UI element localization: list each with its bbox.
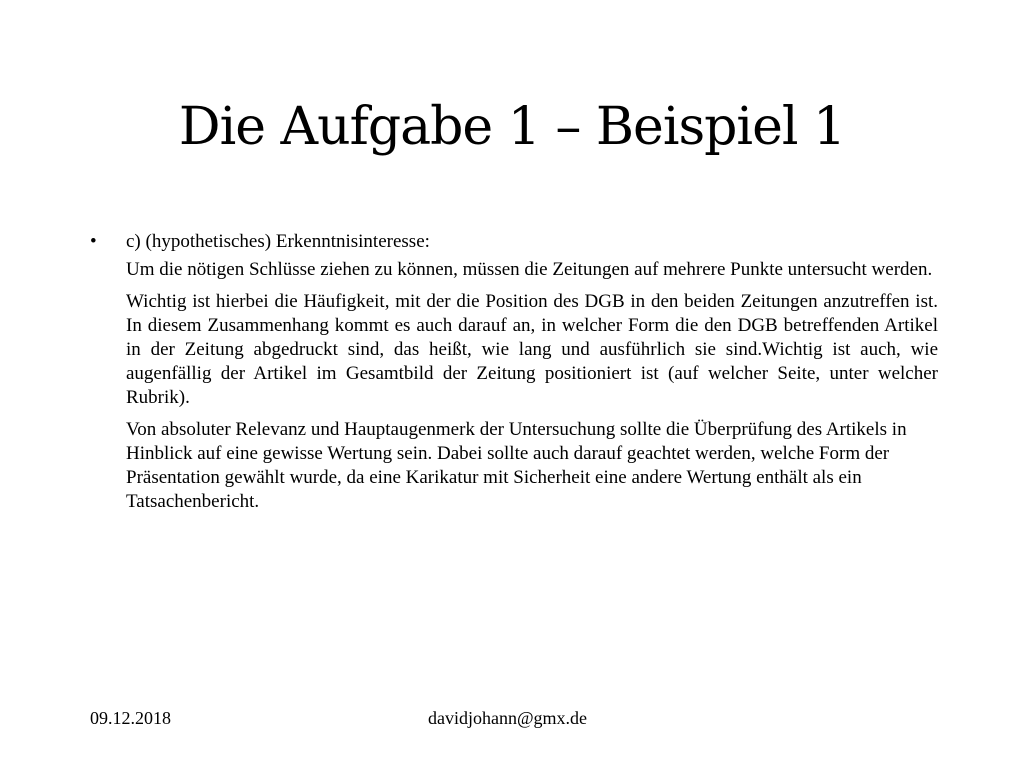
paragraph-1: Um die nötigen Schlüsse ziehen zu können, müssen die Zeitungen auf mehrere Punkte untersucht werden.: [126, 259, 933, 280]
slide-title: Die Aufgabe 1 – Beispiel 1: [178, 97, 846, 157]
footer-email: davidjohann@gmx.de: [428, 708, 588, 728]
bullet-heading: c) (hypothetisches) Erkenntnisinteresse:: [126, 231, 430, 252]
slide-content: [90, 230, 938, 522]
bullet-icon: •: [90, 231, 97, 252]
paragraph-2: Wichtig ist hierbei die Häufigkeit, mit der die Position des DGB in den beiden Zeitungen anzutreffen ist. In diesem Zusammenhang kommt es auch darauf an, in welcher Form die den DGB betreffenden Artikel in der Zeitung abgedruckt sind, das heißt, wie lang und ausführlich sie sind.Wichtig ist auch, wie augenfällig der Artikel im Gesamtbild der Zeitung positioniert ist (auf welcher Seite, unter welcher Rubrik).: [126, 291, 938, 408]
footer-date: 09.12.2018: [90, 708, 171, 728]
paragraph-3: Von absoluter Relevanz und Hauptaugenmerk der Untersuchung sollte die Überprüfung des Artikels in Hinblick auf eine gewisse Wertung sein. Dabei sollte auch darauf geachtet werden, welche Form der Präsentation gewählt wurde, da eine Karikatur mit Sicherheit eine andere Wertung enthält als ein Tatsachenbericht.: [126, 419, 907, 512]
bullet-item: [90, 230, 938, 254]
